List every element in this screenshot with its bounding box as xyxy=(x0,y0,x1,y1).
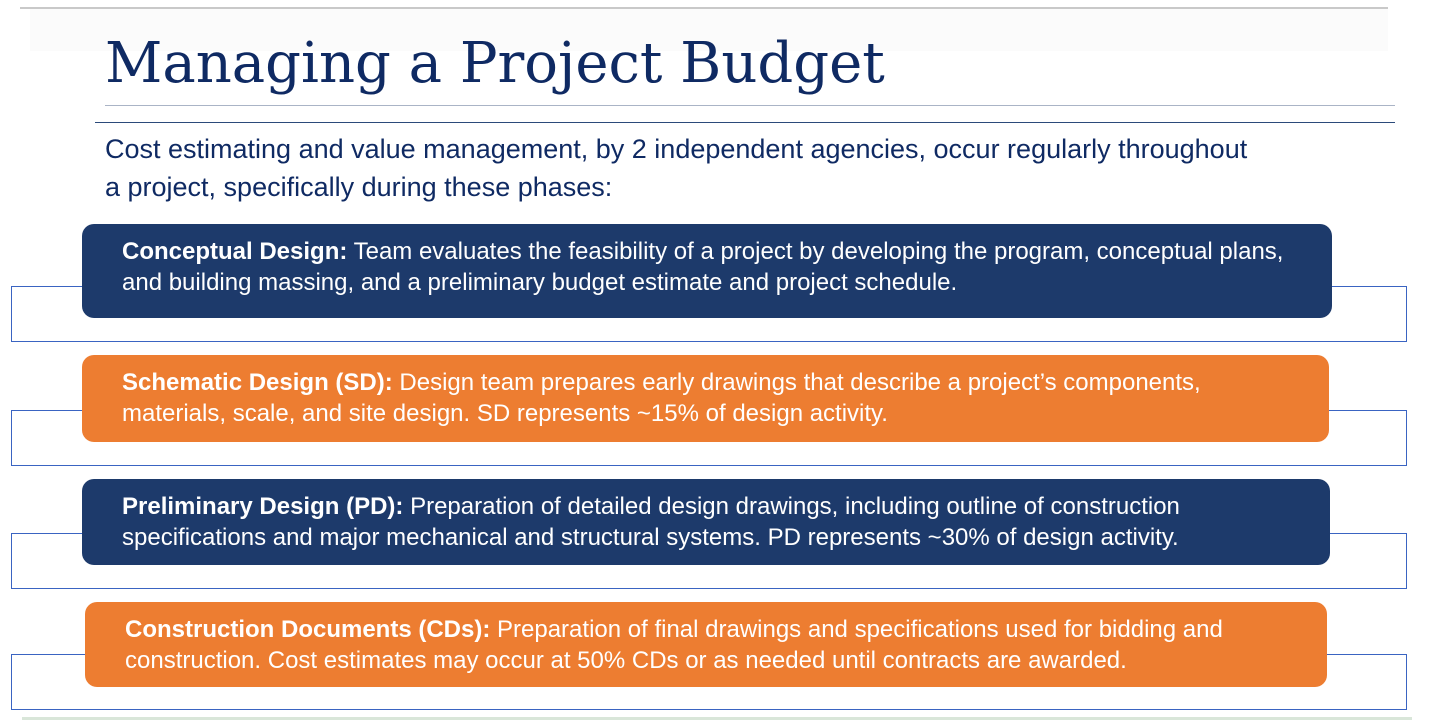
title-divider xyxy=(95,122,1395,123)
phase-box-conceptual-design xyxy=(82,224,1332,318)
phase-description: Team evaluates the feasibility of a project by developing the program, conceptual plans, and building massing, and a preliminary budget estimate and project schedule. xyxy=(122,238,1284,296)
bottom-rule xyxy=(22,717,1412,720)
phase-box-preliminary-design xyxy=(82,479,1330,565)
intro-text: Cost estimating and value management, by 2 independent agencies, occur regularly throughout a project, specifically during these phases: xyxy=(105,134,1248,202)
phase-label: Schematic Design (SD): xyxy=(122,369,393,396)
phase-box-schematic-design xyxy=(82,355,1329,442)
phase-label: Preliminary Design (PD): xyxy=(122,493,404,520)
phase-box-construction-documents xyxy=(85,602,1327,687)
phase-description: Preparation of final drawings and specifications used for bidding and construction. Cost estimates may occur at 50% CDs or as needed until contracts are awarded. xyxy=(125,616,1223,674)
phase-description: Preparation of detailed design drawings, including outline of construction specifications and major mechanical and structural systems. PD represents ~30% of design activity. xyxy=(122,493,1180,551)
phase-label: Conceptual Design: xyxy=(122,238,348,265)
title-divider-light xyxy=(105,105,1395,106)
phase-description: Design team prepares early drawings that describe a project’s components, materials, scale, and site design. SD represents ~15% of design activity. xyxy=(122,369,1201,427)
slide-title: Managing a Project Budget xyxy=(105,31,885,96)
phase-label: Construction Documents (CDs): xyxy=(125,616,491,643)
